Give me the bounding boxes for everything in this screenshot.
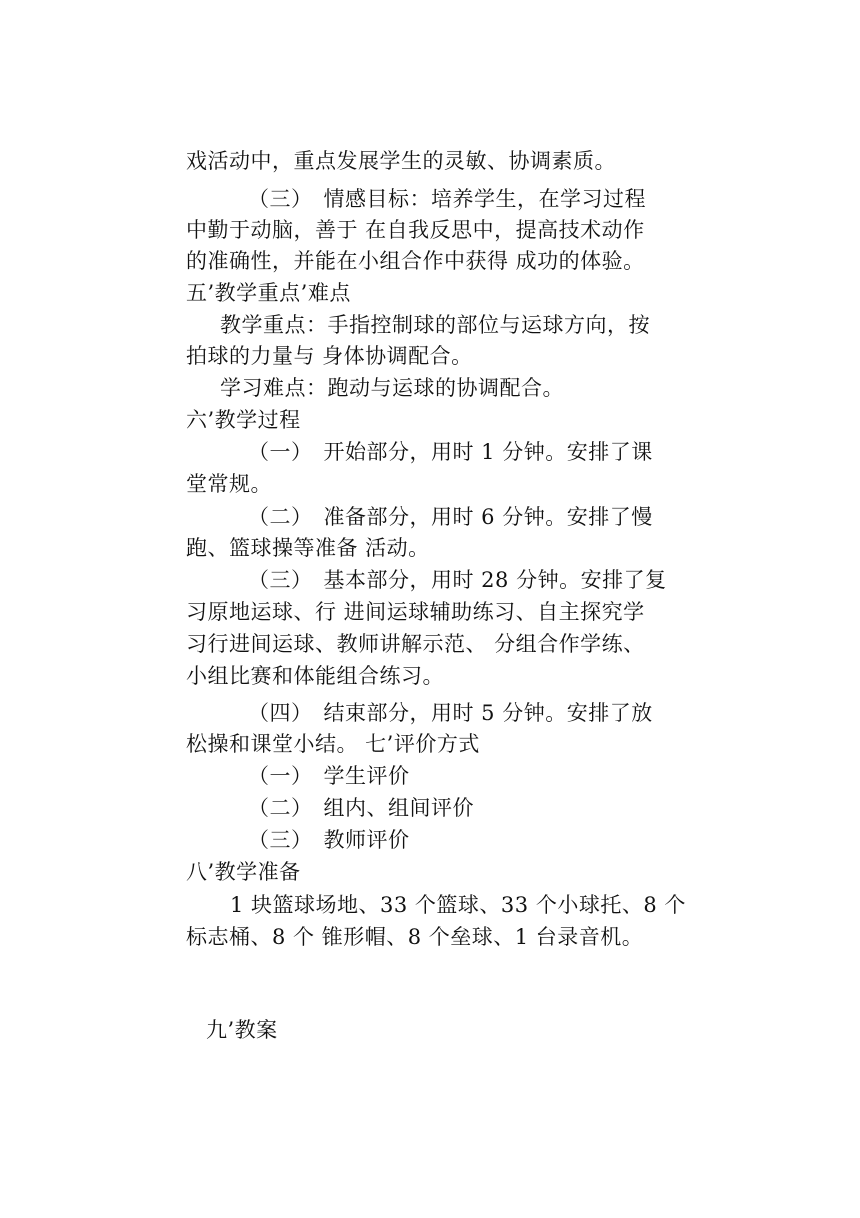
text-line: （一） 学生评价 (248, 764, 410, 788)
text-line: 1 块篮球场地、33 个篮球、33 个小球托、8 个 (230, 893, 686, 917)
text-line: 小组比赛和体能组合练习。 (186, 664, 444, 688)
text-line: 标志桶、8 个 锥形帽、8 个垒球、1 台录音机。 (186, 925, 644, 949)
text-line: 中勤于动脑，善于 在自我反思中，提高技术动作 (186, 218, 645, 242)
text-line: 松操和课堂小结。 七’评价方式 (186, 732, 480, 756)
section-heading: 五’教学重点’难点 (186, 281, 351, 305)
text-line: 的准确性，并能在小组合作中获得 成功的体验。 (186, 249, 645, 273)
text-line: 习行进间运球、教师讲解示范、 分组合作学练、 (186, 632, 645, 656)
text-line: （二） 准备部分，用时 6 分钟。安排了慢 (248, 505, 653, 529)
section-heading: 八’教学准备 (186, 860, 301, 884)
text-line: 戏活动中，重点发展学生的灵敏、协调素质。 (186, 149, 616, 173)
text-line: 拍球的力量与 身体协调配合。 (186, 344, 473, 368)
text-line: 教学重点：手指控制球的部位与运球方向，按 (220, 313, 650, 337)
section-heading: 六’教学过程 (186, 408, 301, 432)
text-line: （二） 组内、组间评价 (248, 796, 474, 820)
text-line: 堂常规。 (186, 472, 272, 496)
text-line: （一） 开始部分，用时 1 分钟。安排了课 (248, 440, 653, 464)
text-line: （三） 情感目标：培养学生，在学习过程 (248, 187, 646, 211)
text-line: 习原地运球、行 进间运球辅助练习、自主探究学 (186, 600, 645, 624)
text-line: （三） 基本部分，用时 28 分钟。安排了复 (248, 568, 667, 592)
text-line: （四） 结束部分，用时 5 分钟。安排了放 (248, 701, 653, 725)
text-line: 跑、篮球操等准备 活动。 (186, 536, 430, 560)
text-line: 学习难点：跑动与运球的协调配合。 (220, 376, 564, 400)
section-heading: 九’教案 (206, 1018, 278, 1042)
text-line: （三） 教师评价 (248, 828, 410, 852)
